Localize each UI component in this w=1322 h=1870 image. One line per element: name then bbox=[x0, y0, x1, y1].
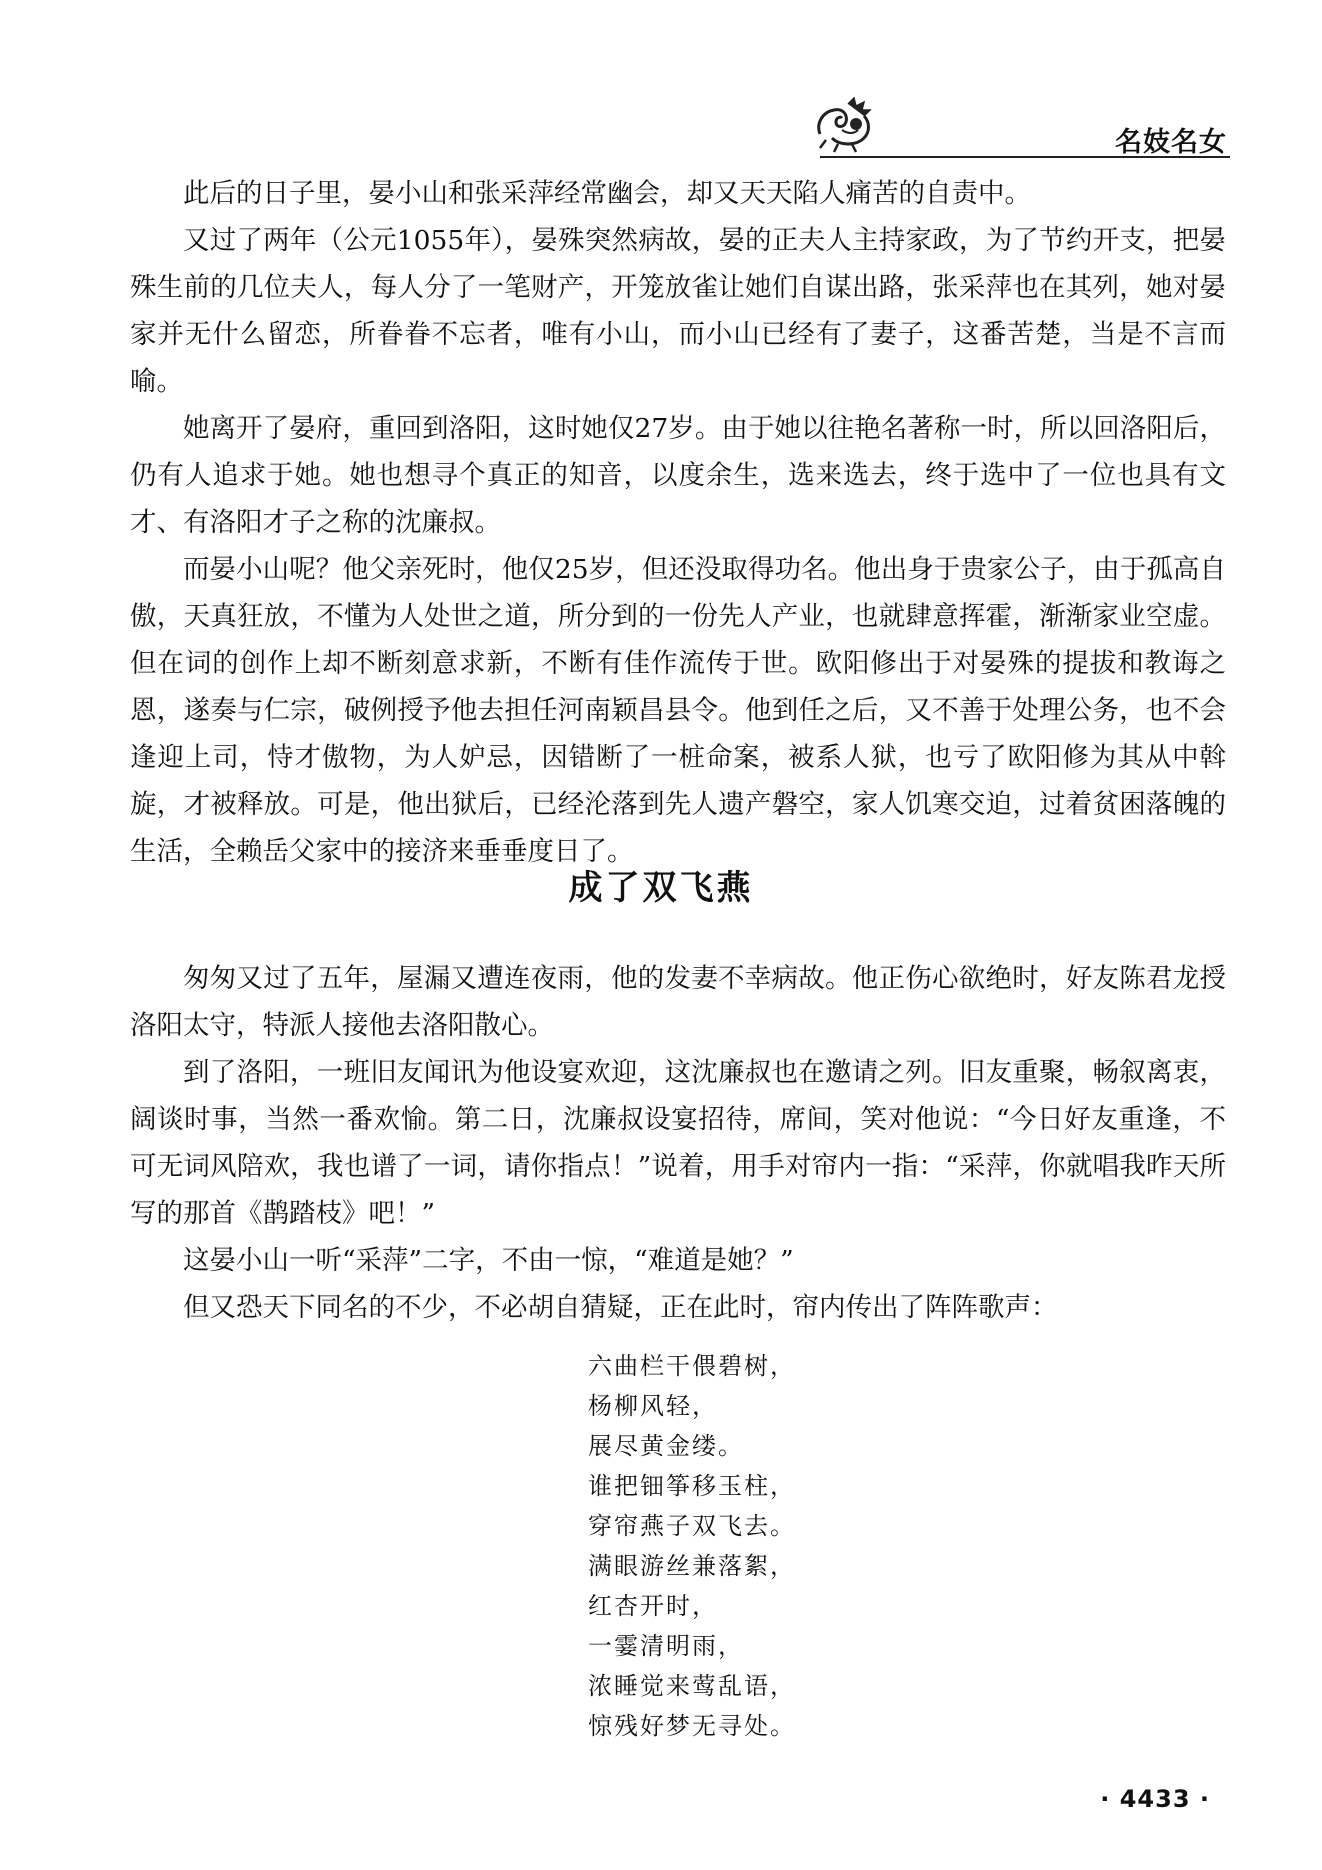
body-text-after bbox=[130, 955, 1226, 1331]
poem-line: 惊残好梦无寻处。 bbox=[588, 1712, 796, 1740]
body-text-before bbox=[130, 170, 1226, 875]
poem-line: 一霎清明雨， bbox=[588, 1632, 744, 1660]
paragraph: 此后的日子里，晏小山和张采萍经常幽会，却又天天陷人痛苦的自责中。 bbox=[183, 178, 1031, 209]
poem bbox=[588, 1346, 796, 1746]
poem-line: 红杏开时， bbox=[588, 1592, 718, 1620]
header-rule bbox=[820, 156, 1230, 158]
poem-line: 满眼游丝兼落絮， bbox=[588, 1552, 796, 1580]
paragraph: 但又恐天下同名的不少，不必胡自猜疑，正在此时，帘内传出了阵阵歌声： bbox=[183, 1292, 1058, 1323]
poem-line: 六曲栏干偎碧树， bbox=[588, 1352, 796, 1380]
poem-line: 杨柳风轻， bbox=[588, 1392, 718, 1420]
poem-line: 浓睡觉来莺乱语， bbox=[588, 1672, 796, 1700]
poem-line: 谁把钿筝移玉柱， bbox=[588, 1472, 796, 1500]
paragraph: 她离开了晏府，重回到洛阳，这时她仅27岁。由于她以往艳名著称一时，所以回洛阳后，仍有人追求于她。她也想寻个真正的知音，以度余生，选来选去，终于选中了一位也具有文才、有洛阳才子之称的沈廉叔。 bbox=[130, 413, 1226, 538]
poem-line: 穿帘燕子双飞去。 bbox=[588, 1512, 796, 1540]
section-heading: 成了双飞燕 bbox=[568, 868, 754, 908]
poem-line: 展尽黄金缕。 bbox=[588, 1432, 744, 1460]
paragraph: 匆匆又过了五年，屋漏又遭连夜雨，他的发妻不幸病故。他正伤心欲绝时，好友陈君龙授洛阳太守，特派人接他去洛阳散心。 bbox=[130, 963, 1226, 1041]
paragraph: 又过了两年（公元1055年），晏殊突然病故，晏的正夫人主持家政，为了节约开支，把晏殊生前的几位夫人，每人分了一笔财产，开笼放雀让她们自谋出路，张采萍也在其列，她对晏家并无什么留恋，所眷眷不忘者，唯有小山，而小山已经有了妻子，这番苦楚，当是不言而喻。 bbox=[130, 225, 1226, 397]
page-number: · 4433 · bbox=[1100, 1785, 1210, 1813]
paragraph: 而晏小山呢？他父亲死时，他仅25岁，但还没取得功名。他出身于贵家公子，由于孤高自傲，天真狂放，不懂为人处世之道，所分到的一份先人产业，也就肆意挥霍，渐渐家业空虚。但在词的创作上却不断刻意求新，不断有佳作流传于世。欧阳修出于对晏殊的提拔和教诲之恩，遂奏与仁宗，破例授予他去担任河南颖昌县令。他到任之后，又不善于处理公务，也不会逢迎上司，恃才傲物，为人妒忌，因错断了一桩命案，被系人狱，也亏了欧阳修为其从中斡旋，才被释放。可是，他出狱后，已经沦落到先人遗产磐空，家人饥寒交迫，过着贫困落魄的生活，全赖岳父家中的接济来垂垂度日了。 bbox=[130, 554, 1226, 867]
paragraph: 到了洛阳，一班旧友闻讯为他设宴欢迎，这沈廉叔也在邀请之列。旧友重聚，畅叙离衷，阔谈时事，当然一番欢愉。第二日，沈廉叔设宴招待，席间，笑对他说：“今日好友重逢，不可无词风陪欢，我也谱了一词，请你指点！”说着，用手对帘内一指：“采萍，你就唱我昨天所写的那首《鹊踏枝》吧！” bbox=[130, 1057, 1226, 1229]
dragon-ornament-icon bbox=[812, 94, 876, 156]
running-header-title: 名妓名女 bbox=[1115, 127, 1227, 158]
paragraph: 这晏小山一听“采萍”二字，不由一惊，“难道是她？” bbox=[183, 1245, 794, 1276]
